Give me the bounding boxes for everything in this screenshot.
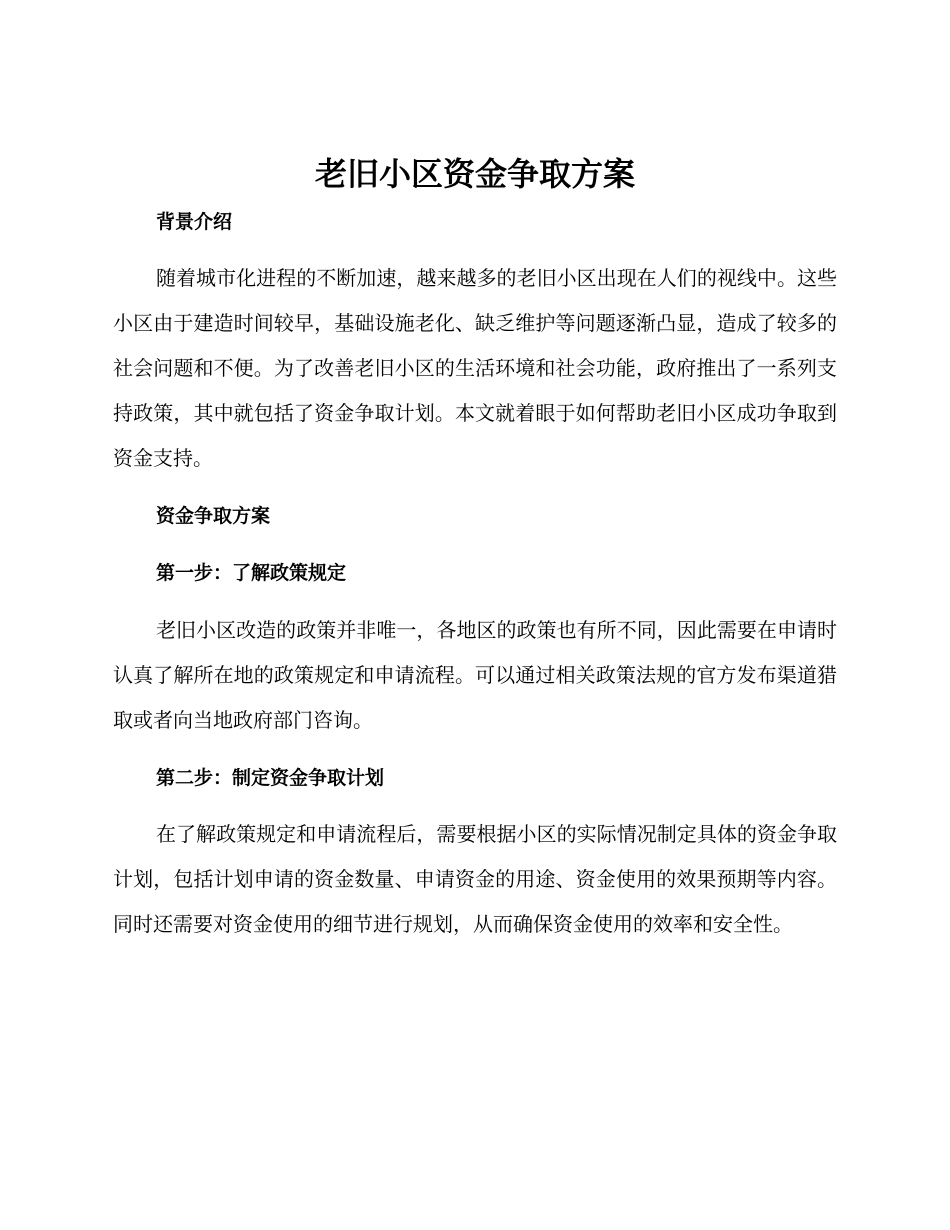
section-heading-background: 背景介绍 [156,211,233,233]
section-heading-step-two: 第二步：制定资金争取计划 [156,767,385,789]
paragraph-step-one: 老旧小区改造的政策并非唯一，各地区的政策也有所不同，因此需要在申请时认真了解所在地的政策规定和申请流程。可以通过相关政策法规的官方发布渠道猎取或者向当地政府部门咨询。 [113,618,837,732]
section-heading-funding-plan: 资金争取方案 [156,505,271,527]
section-heading-step-one: 第一步：了解政策规定 [156,562,347,584]
paragraph-background: 随着城市化进程的不断加速，越来越多的老旧小区出现在人们的视线中。这些小区由于建造时间较早，基础设施老化、缺乏维护等问题逐渐凸显，造成了较多的社会问题和不便。为了改善老旧小区的生活环境和社会功能，政府推出了一系列支持政策，其中就包括了资金争取计划。本文就着眼于如何帮助老旧小区成功争取到资金支持。 [113,266,837,470]
paragraph-step-two: 在了解政策规定和申请流程后，需要根据小区的实际情况制定具体的资金争取计划，包括计划申请的资金数量、申请资金的用途、资金使用的效果预期等内容。同时还需要对资金使用的细节进行规划，从而确保资金使用的效率和安全性。 [113,822,837,936]
document-title: 老旧小区资金争取方案 [314,155,635,193]
